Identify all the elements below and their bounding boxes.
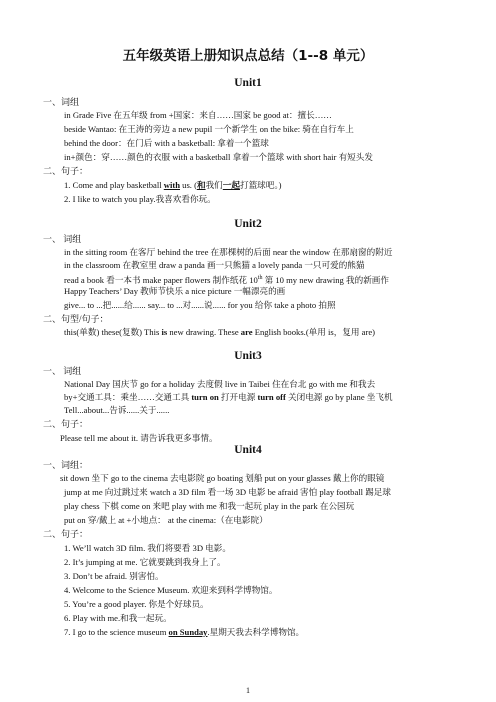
unit4-heading: Unit4 [234,444,262,456]
unit1-sentence-1 [64,180,282,191]
unit2-phrase-line-4: Happy Teachers’ Day 教师节快乐 a nice picture 一幅漂亮的画 [64,286,286,296]
unit2-heading: Unit2 [234,218,262,230]
unit2-phrase-line-3-part: 第 10 my new drawing 我的新画作 [262,274,389,285]
unit1-sentence-1-part: 我们 [205,180,223,190]
unit1-phrase-line-1: in Grade Five 在五年级 from +国家：来自……国家 be good at：擅长…… [64,110,332,120]
unit3-phrase-line-1: National Day 国庆节 go for a holiday 去度假 live in Taibei 住在台北 go with me 和我去 [64,379,376,389]
unit3-turn-off: turn off [257,392,286,402]
unit1-sentence-1-part: 打篮球吧。) [239,180,282,190]
unit4-sentence-7-part: 7. I go to the science museum [64,627,169,637]
unit3-phrase-line-2-part: 打开电源 [218,392,258,402]
unit4-phrase-line-3: play chess 下棋 come on 来吧 play with me 和我一起玩 play in the park 在公园玩 [64,501,355,511]
unit2-superscript-th: th [257,275,263,281]
unit4-sentence-7 [64,627,304,638]
unit4-on-sunday: on Sunday [168,627,208,637]
unit1-phrase-line-3: behind the door：在门后 with a basketball: 拿着一个篮球 [64,138,269,148]
unit3-section-phrases: 一、 词组 [43,366,82,376]
unit3-phrase-line-2 [64,392,393,403]
unit2-phrase-line-2: in the classroom 在教室里 draw a panda 画一只熊猫 a lovely panda 一只可爱的熊猫 [64,260,365,270]
unit3-section-sentences: 二、句子： [43,419,89,429]
unit1-sentence-1-he: 和 [196,180,206,190]
unit4-phrase-line-1: sit down 坐下 go to the cinema 去电影院 go boating 划船 put on your glasses 戴上你的眼镜 [60,473,385,483]
unit3-heading: Unit3 [234,350,262,362]
unit1-heading: Unit1 [234,77,262,89]
unit4-section-sentences: 二、句子： [43,529,89,539]
unit4-section-phrases: 一、词组： [43,460,89,470]
unit3-turn-on: turn on [191,392,219,402]
unit2-phrase-line-3-part: read a book 看一本书 make paper flowers 制作纸花 10 [64,274,258,285]
unit1-sentence-2: 2. I like to watch you play.我喜欢看你玩。 [64,194,216,204]
page-title: 五年级英语上册知识点总结（1--8 单元） [122,48,374,64]
unit2-phrase-line-5: give... to ...把......给...... say... to ...对......说...... for you 给你 take a photo 拍照 [64,300,336,310]
unit2-section-sentences: 二、句型/句子： [43,314,109,324]
unit1-sentence-1-part: 1. Come and play basketball [64,180,164,190]
unit1-section-phrases: 一、词组 [43,97,80,107]
unit2-sentence-1-part: English books.(单用 is，复用 are) [252,327,376,337]
unit1-sentence-1-yiqi: 一起 [222,180,240,190]
unit1-phrase-line-2: beside Wantao: 在王涛的旁边 a new pupil 一个新学生 on the bike: 骑在自行车上 [64,124,354,134]
unit4-sentence-4: 4. Welcome to the Science Museum. 欢迎来到科学博物馆。 [64,585,278,595]
unit3-phrase-line-2-part: by+交通工具：乘坐……交通工具 [64,392,192,402]
unit2-phrase-line-3 [64,273,389,286]
page-number: 1 [246,686,250,695]
unit1-phrase-line-4: in+颜色：穿……颜色的衣服 with a basketball 拿着一个篮球 with short hair 有短头发 [64,152,373,162]
unit1-section-sentences: 二、句子： [43,166,89,176]
unit2-sentence-1-are: are [240,327,253,337]
unit4-sentence-7-part: .星期天我去科学博物馆。 [207,627,305,637]
unit4-sentence-6: 6. Play with me.和我一起玩。 [64,613,172,623]
unit3-sentence-1: Please tell me about it. 请告诉我更多事情。 [60,433,218,443]
unit2-sentence-1 [64,327,375,338]
unit4-sentence-1: 1. We’ll watch 3D film. 我们将要看 3D 电影。 [64,543,231,553]
unit1-sentence-1-with: with [163,180,181,190]
unit4-phrase-line-2: jump at me 向过跳过来 watch a 3D film 看一场 3D 电影 be afraid 害怕 play football 踢足球 [64,487,391,497]
unit4-sentence-5: 5. You’re a good player. 你是个好球员。 [64,599,209,609]
unit2-sentence-1-is: is [161,327,168,337]
unit4-sentence-3: 3. Don’t be afraid. 别害怕。 [64,571,164,581]
unit2-sentence-1-part: new drawing. These [167,327,241,337]
unit1-sentence-1-part: us. ( [180,180,197,190]
unit3-phrase-line-3: Tell...about...告诉......关于...... [64,405,170,415]
unit4-phrase-line-4: put on 穿/戴上 at +小地点： at the cinema:（在电影院） [64,515,268,525]
unit2-sentence-1-part: this(单数) these(复数) This [64,327,162,337]
unit2-section-phrases: 一、 词组 [43,234,82,244]
unit4-sentence-2: 2. It’s jumping at me. 它就要跳到我身上了。 [64,557,226,567]
unit3-phrase-line-2-part: 关闭电源 go by plane 坐飞机 [285,392,393,402]
unit2-phrase-line-1: in the sitting room 在客厅 behind the tree 在那棵树的后面 near the window 在那扇窗的附近 [64,247,393,257]
